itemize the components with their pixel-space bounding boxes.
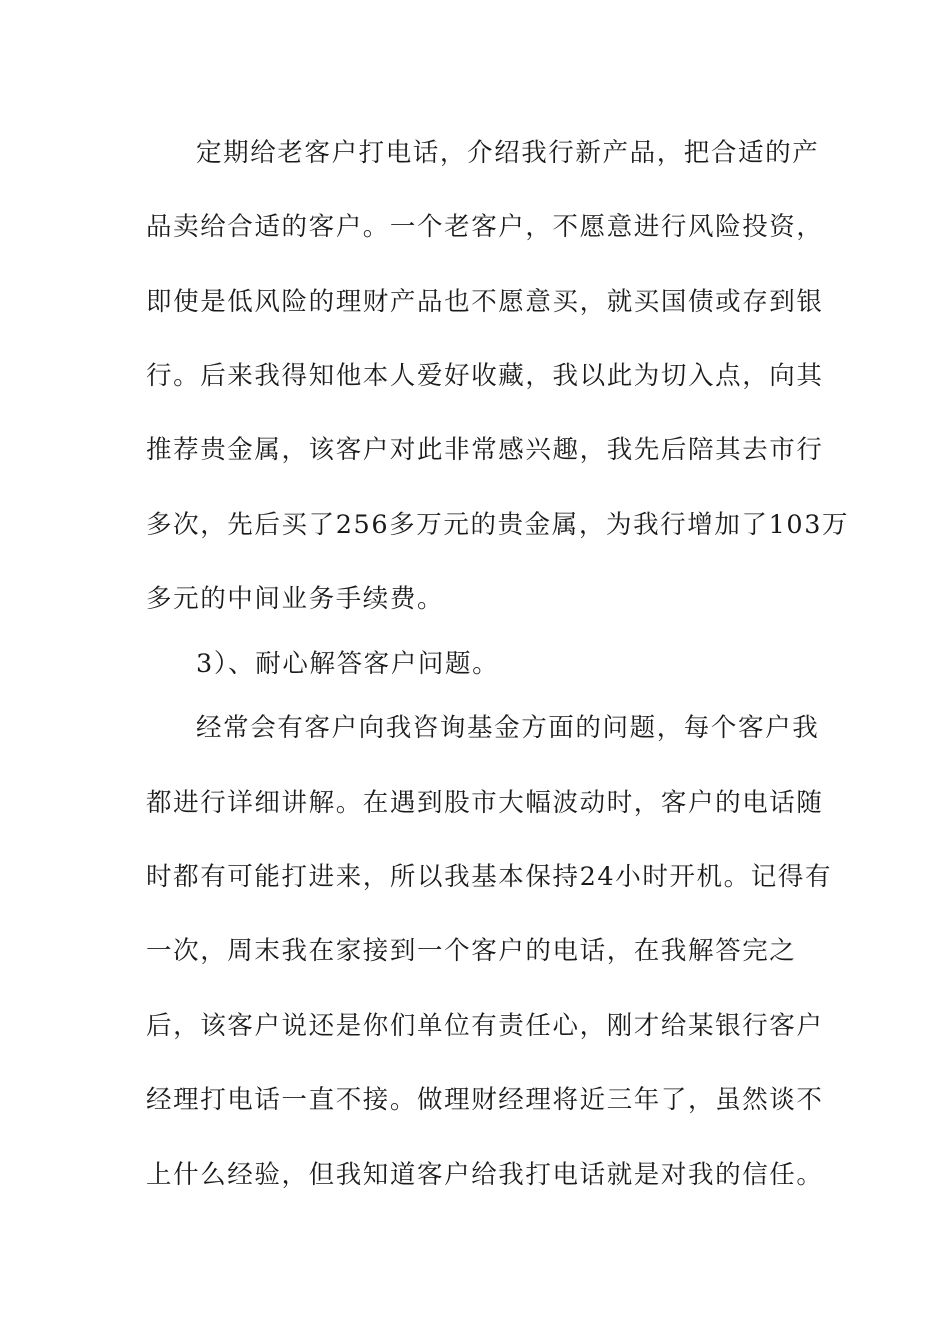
paragraph-line: 时都有可能打进来，所以我基本保持24小时开机。记得有 — [146, 862, 833, 892]
paragraph-line: 经理打电话一直不接。做理财经理将近三年了，虽然谈不 — [146, 1085, 824, 1115]
paragraph-line: 上什么经验，但我知道客户给我打电话就是对我的信任。 — [146, 1160, 824, 1190]
paragraph-line: 定期给老客户打电话，介绍我行新产品，把合适的产 — [196, 138, 820, 168]
paragraph-line: 品卖给合适的客户。一个老客户，不愿意进行风险投资， — [146, 212, 824, 242]
paragraph-line: 都进行详细讲解。在遇到股市大幅波动时，客户的电话随 — [146, 788, 824, 818]
paragraph-line: 推荐贵金属，该客户对此非常感兴趣，我先后陪其去市行 — [146, 435, 824, 465]
paragraph-line: 经常会有客户向我咨询基金方面的问题，每个客户我 — [196, 713, 820, 743]
paragraph-line: 后，该客户说还是你们单位有责任心，刚才给某银行客户 — [146, 1011, 824, 1041]
paragraph-line: 即使是低风险的理财产品也不愿意买，就买国债或存到银 — [146, 287, 824, 317]
paragraph-line: 多次，先后买了256多万元的贵金属，为我行增加了103万 — [146, 510, 850, 540]
paragraph-line: 行。后来我得知他本人爱好收藏，我以此为切入点，向其 — [146, 361, 824, 391]
section-heading: 3）、耐心解答客户问题。 — [196, 649, 500, 679]
paragraph-line: 多元的中间业务手续费。 — [146, 584, 445, 614]
paragraph-line: 一次，周末我在家接到一个客户的电话，在我解答完之 — [146, 936, 797, 966]
